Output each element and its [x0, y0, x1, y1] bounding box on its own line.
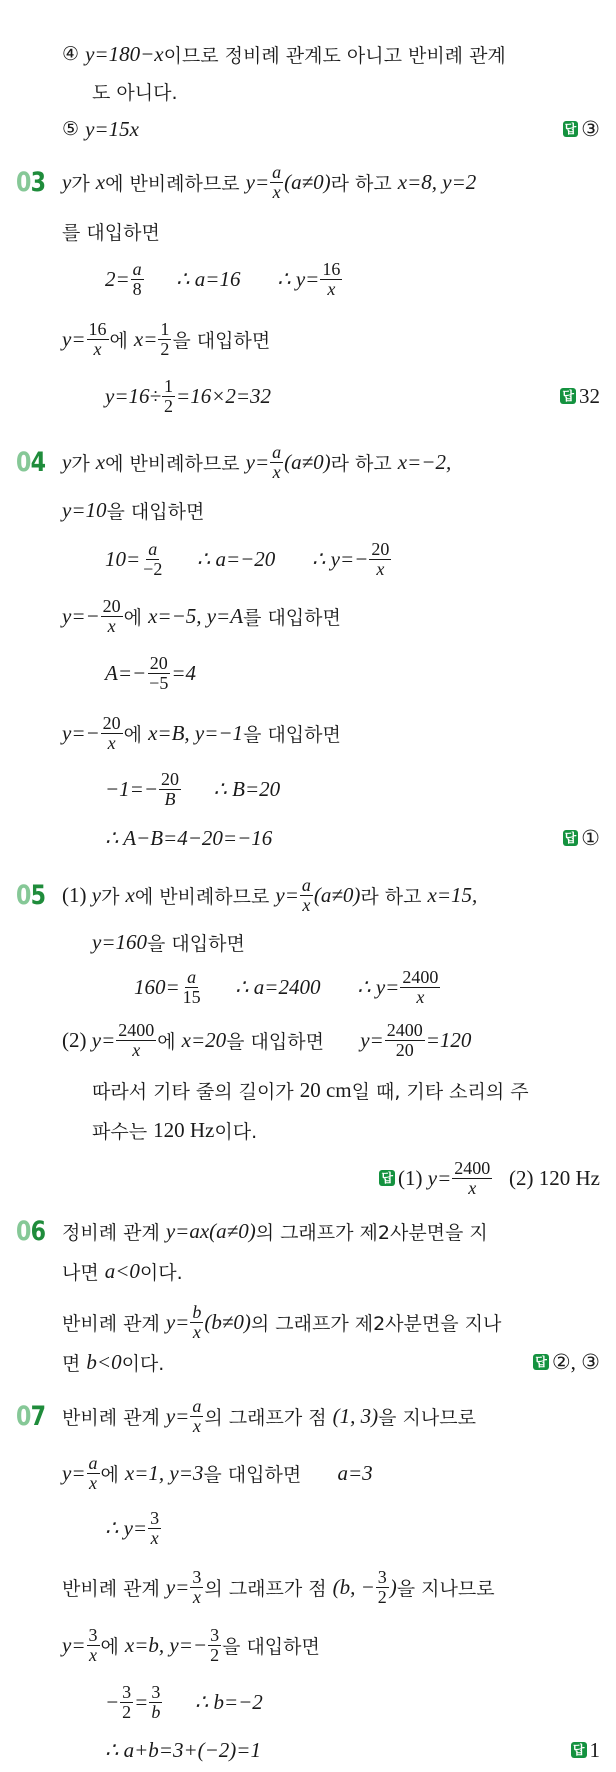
answer-badge-icon: 답 [572, 1743, 585, 1757]
math-expression: x [95, 169, 106, 194]
fraction-denominator: b [151, 1701, 161, 1722]
math-expression: ∴ y= [105, 1515, 148, 1540]
math-expression: −1=− [105, 776, 159, 801]
text-run: 에 [123, 606, 149, 629]
text-run: 라 하고 [330, 452, 398, 475]
fraction [159, 770, 181, 809]
solution-line [0, 1108, 600, 1152]
fraction-numerator: b [192, 1301, 202, 1322]
text-run: 라 하고 [330, 172, 398, 195]
text-run: 정비례 관계 [62, 1221, 166, 1244]
fraction [270, 443, 283, 482]
math-expression: ∴ a=16 ∴ y= [144, 266, 320, 291]
math-expression: ∴ b=−2 [163, 1689, 263, 1714]
math-expression: x [95, 449, 106, 474]
math-expression: y=16÷ [105, 383, 162, 408]
solution-line [0, 651, 600, 695]
fraction [208, 1626, 221, 1665]
fraction-numerator: 20 [102, 712, 121, 733]
math-expression: y= [165, 1309, 190, 1334]
solution-line [0, 1068, 600, 1112]
fraction-denominator: 2 [122, 1701, 132, 1722]
fraction-numerator: 3 [122, 1681, 132, 1702]
fraction-denominator: 15 [182, 986, 201, 1007]
fraction-denominator: x [192, 1415, 201, 1436]
fraction-numerator: a [272, 161, 282, 182]
problem-number: 06 [16, 1215, 46, 1247]
fraction-denominator: −5 [149, 672, 169, 693]
text-run: 의 그래프가 제2사분면을 지나 [250, 1312, 502, 1335]
text-run: 반비례 관계 [62, 1406, 166, 1429]
fraction-denominator: x [150, 1527, 159, 1548]
text-run: 에 [100, 1463, 125, 1486]
text-run: 를 대입하면 [243, 606, 341, 629]
math-text: (1) [398, 1165, 428, 1190]
solution-line [0, 317, 600, 361]
math-expression: y [62, 169, 72, 194]
math-expression: (1, 3) [332, 1403, 379, 1428]
answer-badge-icon: 답 [535, 1355, 547, 1369]
math-expression: 2= [105, 266, 130, 291]
math-expression: x=B, y=−1 [148, 720, 244, 745]
solution-line [0, 711, 600, 755]
fraction [300, 876, 313, 915]
fraction-numerator: 3 [210, 1624, 220, 1645]
fraction-denominator: B [164, 788, 176, 809]
math-expression: x=15, [427, 882, 478, 907]
solution-line [0, 920, 600, 964]
fraction-numerator: 3 [88, 1624, 98, 1645]
fraction [270, 163, 283, 202]
answer [571, 1738, 600, 1763]
fraction-denominator: x [272, 461, 281, 482]
fraction-numerator: 1 [160, 318, 170, 339]
math-text: 20 cm [299, 1077, 352, 1102]
math-text: ① [581, 825, 600, 850]
math-expression: y [62, 449, 72, 474]
text-run: 을 대입하면 [243, 723, 341, 746]
math-expression: y= [360, 1027, 384, 1052]
solution-line [0, 965, 600, 1009]
text-run: 이다. [139, 1261, 183, 1284]
math-expression: 10= [105, 546, 141, 571]
text-run: 반비례 관계 [62, 1577, 166, 1600]
math-expression: b<0 [86, 1349, 122, 1374]
solution-line [0, 1156, 600, 1200]
math-expression: ∴ B=20 [182, 776, 281, 801]
text-run: 이므로 정비례 관계도 아니고 반비례 관계 [163, 44, 506, 67]
fraction-denominator: 2 [164, 395, 174, 416]
fraction-numerator: 20 [149, 652, 168, 673]
math-expression: y= [427, 1165, 452, 1190]
math-expression: x [125, 882, 135, 907]
fraction-denominator: x [327, 278, 336, 299]
math-expression: y=ax(a≠0) [165, 1218, 256, 1243]
text-run: 을 대입하면 [203, 1463, 338, 1486]
solution-line [0, 1680, 600, 1724]
fraction-numerator: a [132, 258, 142, 279]
fraction [148, 1509, 161, 1548]
fraction-numerator: 3 [150, 1507, 160, 1528]
solution-line [0, 816, 600, 860]
fraction-numerator: a [301, 874, 311, 895]
fraction [320, 260, 342, 299]
fraction [147, 654, 170, 693]
answer [563, 826, 600, 851]
text-run: 가 [71, 172, 96, 195]
text-run: 면 [62, 1352, 87, 1375]
problem-line [0, 160, 600, 204]
fraction-denominator: 8 [132, 278, 142, 299]
problem-line [0, 873, 600, 917]
fraction [400, 968, 440, 1007]
fraction-denominator: −2 [143, 558, 163, 579]
fraction-denominator: x [272, 181, 281, 202]
fraction-denominator: x [107, 732, 116, 753]
math-expression: y=15x [85, 116, 139, 141]
solution-line [0, 1249, 600, 1293]
math-expression: x=−5, y=A [148, 603, 244, 628]
math-expression: y=− [62, 720, 100, 745]
fraction-numerator: 1 [164, 375, 174, 396]
answer [563, 117, 600, 142]
fraction [101, 597, 123, 636]
answer [560, 384, 600, 409]
math-expression: (a≠0) [284, 169, 331, 194]
fraction-numerator: 3 [151, 1681, 161, 1702]
fraction [162, 377, 175, 416]
math-expression: x=20 [181, 1027, 227, 1052]
text-run: 을 대입하면 [147, 932, 245, 955]
text-run: 에 반비례하므로 [105, 172, 246, 195]
answer-badge-icon: 답 [562, 389, 574, 403]
text-run: 을 대입하면 [222, 1635, 320, 1658]
math-expression: x=8, y=2 [397, 169, 477, 194]
solution-line [0, 1623, 600, 1667]
fraction [131, 260, 144, 299]
answer-badge-icon: 답 [564, 831, 577, 845]
math-expression: y= [275, 882, 299, 907]
solution-line [0, 488, 600, 532]
fraction [87, 320, 109, 359]
math-expression: y= [91, 1027, 116, 1052]
fraction [149, 1683, 162, 1722]
fraction [190, 1397, 203, 1436]
fraction-numerator: 16 [88, 318, 107, 339]
fraction-numerator: a [272, 441, 282, 462]
text-run: 이다. [214, 1120, 258, 1143]
fraction-numerator: 20 [161, 768, 180, 789]
text-run: 을 대입하면 [226, 1030, 361, 1053]
math-expression: ∴ a=−20 ∴ y=− [165, 546, 369, 571]
math-expression: y= [165, 1574, 190, 1599]
text-run: 따라서 기타 줄의 길이가 [92, 1080, 300, 1103]
fraction [452, 1159, 492, 1198]
math-expression: y=180−x [85, 41, 164, 66]
math-expression: = [134, 1689, 149, 1714]
math-expression: (a≠0) [313, 882, 361, 907]
math-expression: y= [62, 1632, 86, 1657]
math-expression: y [91, 882, 102, 907]
fraction-denominator: 2 [377, 1586, 387, 1607]
math-expression: y=− [62, 603, 100, 628]
fraction-denominator: 2 [160, 338, 170, 359]
solution-line [0, 537, 600, 581]
math-expression: =16×2=32 [176, 383, 272, 408]
math-text: (2) [62, 1027, 92, 1052]
text-run: 일 때, 기타 소리의 주 [351, 1080, 529, 1103]
answer [533, 1350, 600, 1375]
fraction [141, 540, 164, 579]
math-text: 32 [579, 383, 600, 408]
fraction-denominator: 20 [395, 1039, 414, 1060]
math-expression: x=1, y=3 [124, 1460, 204, 1485]
math-expression: x= [133, 326, 158, 351]
fraction-denominator: 2 [210, 1644, 220, 1665]
text-run: 을 대입하면 [106, 500, 205, 523]
text-run: 나면 [62, 1261, 105, 1284]
fraction-denominator: x [132, 1039, 141, 1060]
solution-line [0, 1340, 600, 1384]
problem-number: 05 [16, 879, 46, 911]
math-expression: (b, − [332, 1574, 375, 1599]
fraction [101, 714, 123, 753]
math-text: (1) [62, 882, 92, 907]
math-expression: y=10 [62, 497, 107, 522]
problem-line [0, 1209, 600, 1253]
text-run: ⑤ [62, 118, 86, 140]
answer-badge-icon: 답 [381, 1171, 394, 1185]
text-run: 라 하고 [360, 885, 428, 908]
text-run: 가 [71, 452, 96, 475]
text-run: 이다. [121, 1352, 165, 1375]
fraction [120, 1683, 133, 1722]
answer-badge-icon: 답 [564, 122, 577, 136]
math-text: 1 [589, 1737, 600, 1762]
math-expression: a<0 [104, 1258, 140, 1283]
fraction [87, 1454, 100, 1493]
fraction-denominator: x [302, 894, 311, 915]
fraction [190, 1303, 203, 1342]
fraction-numerator: a [187, 966, 197, 987]
math-expression: x=−2, [397, 449, 452, 474]
fraction-numerator: 2400 [386, 1019, 423, 1040]
fraction-numerator: a [88, 1452, 98, 1473]
fraction-numerator: 20 [102, 595, 121, 616]
fraction-denominator: x [376, 558, 385, 579]
text-run: 를 대입하면 [62, 221, 160, 244]
math-expression: y= [62, 1460, 86, 1485]
math-expression: =120 [425, 1027, 472, 1052]
fraction-denominator: x [416, 986, 425, 1007]
math-text: (2) 120 Hz [493, 1165, 600, 1190]
fraction [190, 1568, 203, 1607]
fraction-denominator: x [107, 615, 116, 636]
text-run: ④ [62, 43, 86, 65]
fraction [158, 320, 171, 359]
math-expression: y= [245, 449, 270, 474]
math-expression: ∴ A−B=4−20=−16 [105, 825, 273, 850]
text-run: 을 지나므로 [396, 1577, 495, 1600]
math-text: ②, ③ [551, 1349, 600, 1374]
fraction [116, 1021, 156, 1060]
math-expression: − [105, 1689, 120, 1714]
text-run: 에 [109, 329, 134, 352]
fraction [87, 1626, 100, 1665]
problem-number: 07 [16, 1400, 46, 1432]
math-text: 120 Hz [153, 1117, 215, 1142]
answer [379, 1159, 600, 1198]
math-text: ③ [581, 116, 600, 141]
text-run: 반비례 관계 [62, 1312, 166, 1335]
math-expression: x=b, y=− [124, 1632, 208, 1657]
fraction-numerator: a [148, 538, 158, 559]
fraction-numerator: 2400 [402, 966, 439, 987]
fraction-denominator: x [192, 1586, 201, 1607]
solution-line [0, 209, 600, 253]
text-run: 의 그래프가 점 [204, 1406, 333, 1429]
text-run: 도 아니다. [92, 81, 178, 104]
text-run: 에 [157, 1030, 182, 1053]
fraction-denominator: x [93, 338, 102, 359]
math-expression: =4 [171, 660, 196, 685]
problem-number: 04 [16, 446, 46, 478]
solution-line [0, 1506, 600, 1550]
fraction-numerator: 3 [377, 1566, 387, 1587]
text-run: 의 그래프가 점 [204, 1577, 333, 1600]
text-run: 가 [101, 885, 126, 908]
solution-line [0, 1565, 600, 1609]
problem-number: 03 [16, 166, 46, 198]
fraction-numerator: 20 [371, 538, 390, 559]
math-expression: A=− [105, 660, 147, 685]
text-run: 에 [123, 723, 149, 746]
math-expression: (b≠0) [204, 1309, 251, 1334]
fraction-numerator: 2400 [454, 1157, 491, 1178]
math-expression: y=160 [92, 929, 147, 954]
math-expression: (a≠0) [284, 449, 331, 474]
fraction [181, 968, 203, 1007]
fraction-numerator: a [192, 1395, 202, 1416]
solution-line [0, 374, 600, 418]
text-run: 을 대입하면 [172, 329, 271, 352]
problem-line [0, 1394, 600, 1438]
text-run: 의 그래프가 제2사분면을 지 [255, 1221, 488, 1244]
solution-line [0, 767, 600, 811]
fraction-denominator: x [192, 1321, 201, 1342]
math-expression: y= [245, 169, 270, 194]
solution-line [0, 1728, 600, 1772]
fraction [376, 1568, 389, 1607]
text-run: 에 반비례하므로 [105, 452, 246, 475]
text-run: 에 [100, 1635, 125, 1658]
fraction-denominator: x [89, 1472, 97, 1493]
fraction [385, 1021, 425, 1060]
math-expression: y= [62, 326, 86, 351]
fraction-denominator: x [89, 1644, 97, 1665]
fraction-numerator: 2400 [118, 1019, 155, 1040]
math-expression: ∴ a+b=3+(−2)=1 [105, 1737, 261, 1762]
math-expression: 160= [134, 974, 180, 999]
fraction-numerator: 16 [322, 258, 341, 279]
fraction-numerator: 3 [192, 1566, 202, 1587]
problem-line [0, 440, 600, 484]
solution-line [0, 1018, 600, 1062]
solution-line [0, 594, 600, 638]
text-run: 을 지나므로 [378, 1406, 476, 1429]
math-expression: ) [389, 1574, 397, 1599]
fraction-denominator: x [468, 1177, 477, 1198]
math-expression: ∴ a=2400 ∴ y= [203, 974, 400, 999]
solution-line [0, 1300, 600, 1344]
fraction [369, 540, 391, 579]
text-run: 에 반비례하므로 [134, 885, 276, 908]
math-expression: a=3 [337, 1460, 373, 1485]
solution-line [0, 257, 600, 301]
math-expression: y= [165, 1403, 190, 1428]
solution-line [0, 107, 600, 151]
solution-line [0, 1451, 600, 1495]
text-run: 파수는 [92, 1120, 154, 1143]
